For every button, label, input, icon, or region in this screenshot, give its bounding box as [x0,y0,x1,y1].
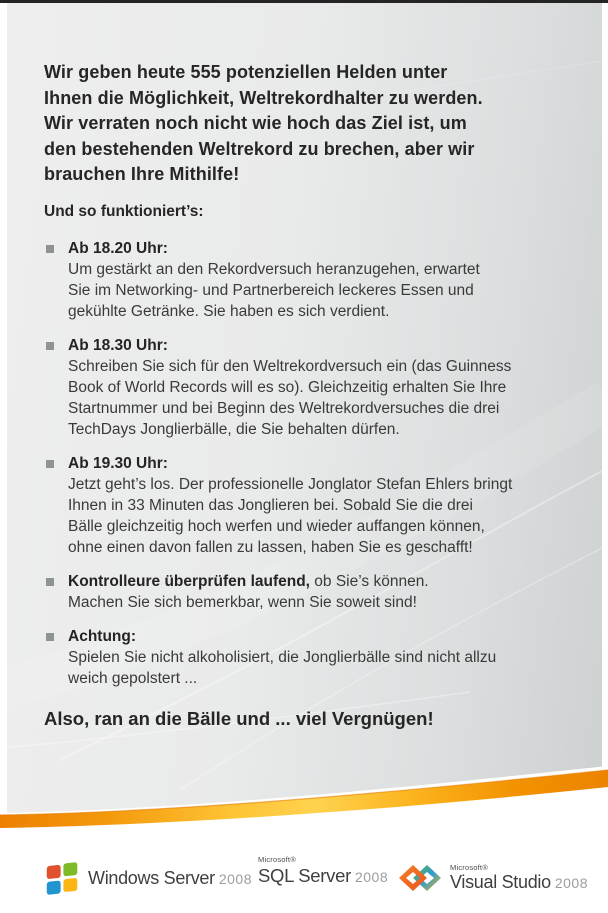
sql-server-logo [258,856,388,887]
bullet-body-line: gekühlte Getränke. Sie haben es sich verdient. [68,302,390,320]
bullet-title-bold: Ab 18.20 Uhr: [68,239,168,257]
bullet-title-bold: Ab 19.30 Uhr: [68,454,168,472]
bullet-title [68,626,496,647]
bullet-body-line: weich gepolstert ... [68,669,198,687]
list-item [44,626,572,689]
intro-line: Wir geben heute 555 potenziellen Helden unter [44,62,448,82]
bullet-body-line: Spielen Sie nicht alkoholisiert, die Jonglierbälle sind nicht allzu [68,648,497,666]
windows-server-logo [44,860,252,897]
bullet-square-icon [46,578,54,586]
bullet-title [68,571,429,592]
windows-server-label: Windows Server [88,868,215,888]
visual-studio-year: 2008 [554,874,588,891]
vs-infinity-icon [396,858,444,898]
bullet-body-line: Ihnen in 33 Minuten das Jonglieren bei. Sobald Sie die drei [68,496,473,514]
bullet-list [44,238,572,689]
bullet-body-line: TechDays Jonglierbälle, die Sie behalten dürfen. [68,420,400,438]
sql-server-year: 2008 [354,869,389,885]
how-it-works-heading: Und so funktioniert’s: [44,202,204,220]
intro-line: den bestehenden Weltrekord zu brechen, aber wir [44,138,475,159]
bullet-body-line: Bälle gleichzeitig hoch werfen und wieder auffangen können, [68,517,485,535]
bullet-body-line: Jetzt geht’s los. Der professionelle Jonglator Stefan Ehlers bringt [68,475,513,493]
windows-server-year: 2008 [218,870,252,887]
bullet-body-line: Schreiben Sie sich für den Weltrekordversuch ein (das Guinness [68,357,512,375]
intro-line: Wir verraten noch nicht wie hoch das Ziel ist, um [44,113,467,134]
bullet-body-line: ohne einen davon fallen zu lassen, haben Sie es geschafft! [68,538,473,556]
visual-studio-label: Visual Studio [450,871,551,892]
bullet-title-bold: Kontrolleure überprüfen laufend, [68,572,310,590]
windows-flag-icon [44,860,81,897]
bullet-square-icon [46,342,54,350]
visual-studio-logo [396,858,588,898]
list-item [44,238,572,322]
bullet-body-line: Sie im Networking- und Partnerbereich leckeres Essen und [68,281,474,299]
intro-paragraph [44,60,572,188]
closing-line: Also, ran an die Bälle und ... viel Vergnügen! [44,707,434,729]
sql-microsoft-label: Microsoft® [258,855,296,864]
bullet-title [68,238,480,259]
bullet-title-bold: Achtung: [68,627,137,645]
bullet-body-line: Book of World Records will es so). Gleichzeitig erhalten Sie Ihre [68,378,507,396]
intro-line: brauchen Ihre Mithilfe! [44,164,240,185]
list-item [44,571,572,613]
bullet-title-suffix: ob Sie’s können. [309,572,429,590]
bullet-body-line: Machen Sie sich bemerkbar, wenn Sie soweit sind! [68,593,417,611]
footer-logos [0,850,608,913]
scan-top-edge [0,0,608,3]
bullet-body-line: Startnummer und bei Beginn des Weltrekordversuches die drei [68,399,500,417]
bullet-square-icon [46,633,54,641]
list-item [44,453,572,558]
intro-line: Ihnen die Möglichkeit, Weltrekordhalter zu werden. [44,87,483,108]
bullet-title-bold: Ab 18.30 Uhr: [68,336,168,354]
bullet-body-line: Um gestärkt an den Rekordversuch heranzugehen, erwartet [68,260,480,278]
bullet-title [68,335,511,356]
bullet-square-icon [46,245,54,253]
bullet-square-icon [46,460,54,468]
vs-microsoft-label: Microsoft® [450,862,488,872]
flyer-content [44,60,572,731]
sql-server-label: SQL Server [258,865,351,886]
list-item [44,335,572,440]
bullet-title [68,453,512,474]
